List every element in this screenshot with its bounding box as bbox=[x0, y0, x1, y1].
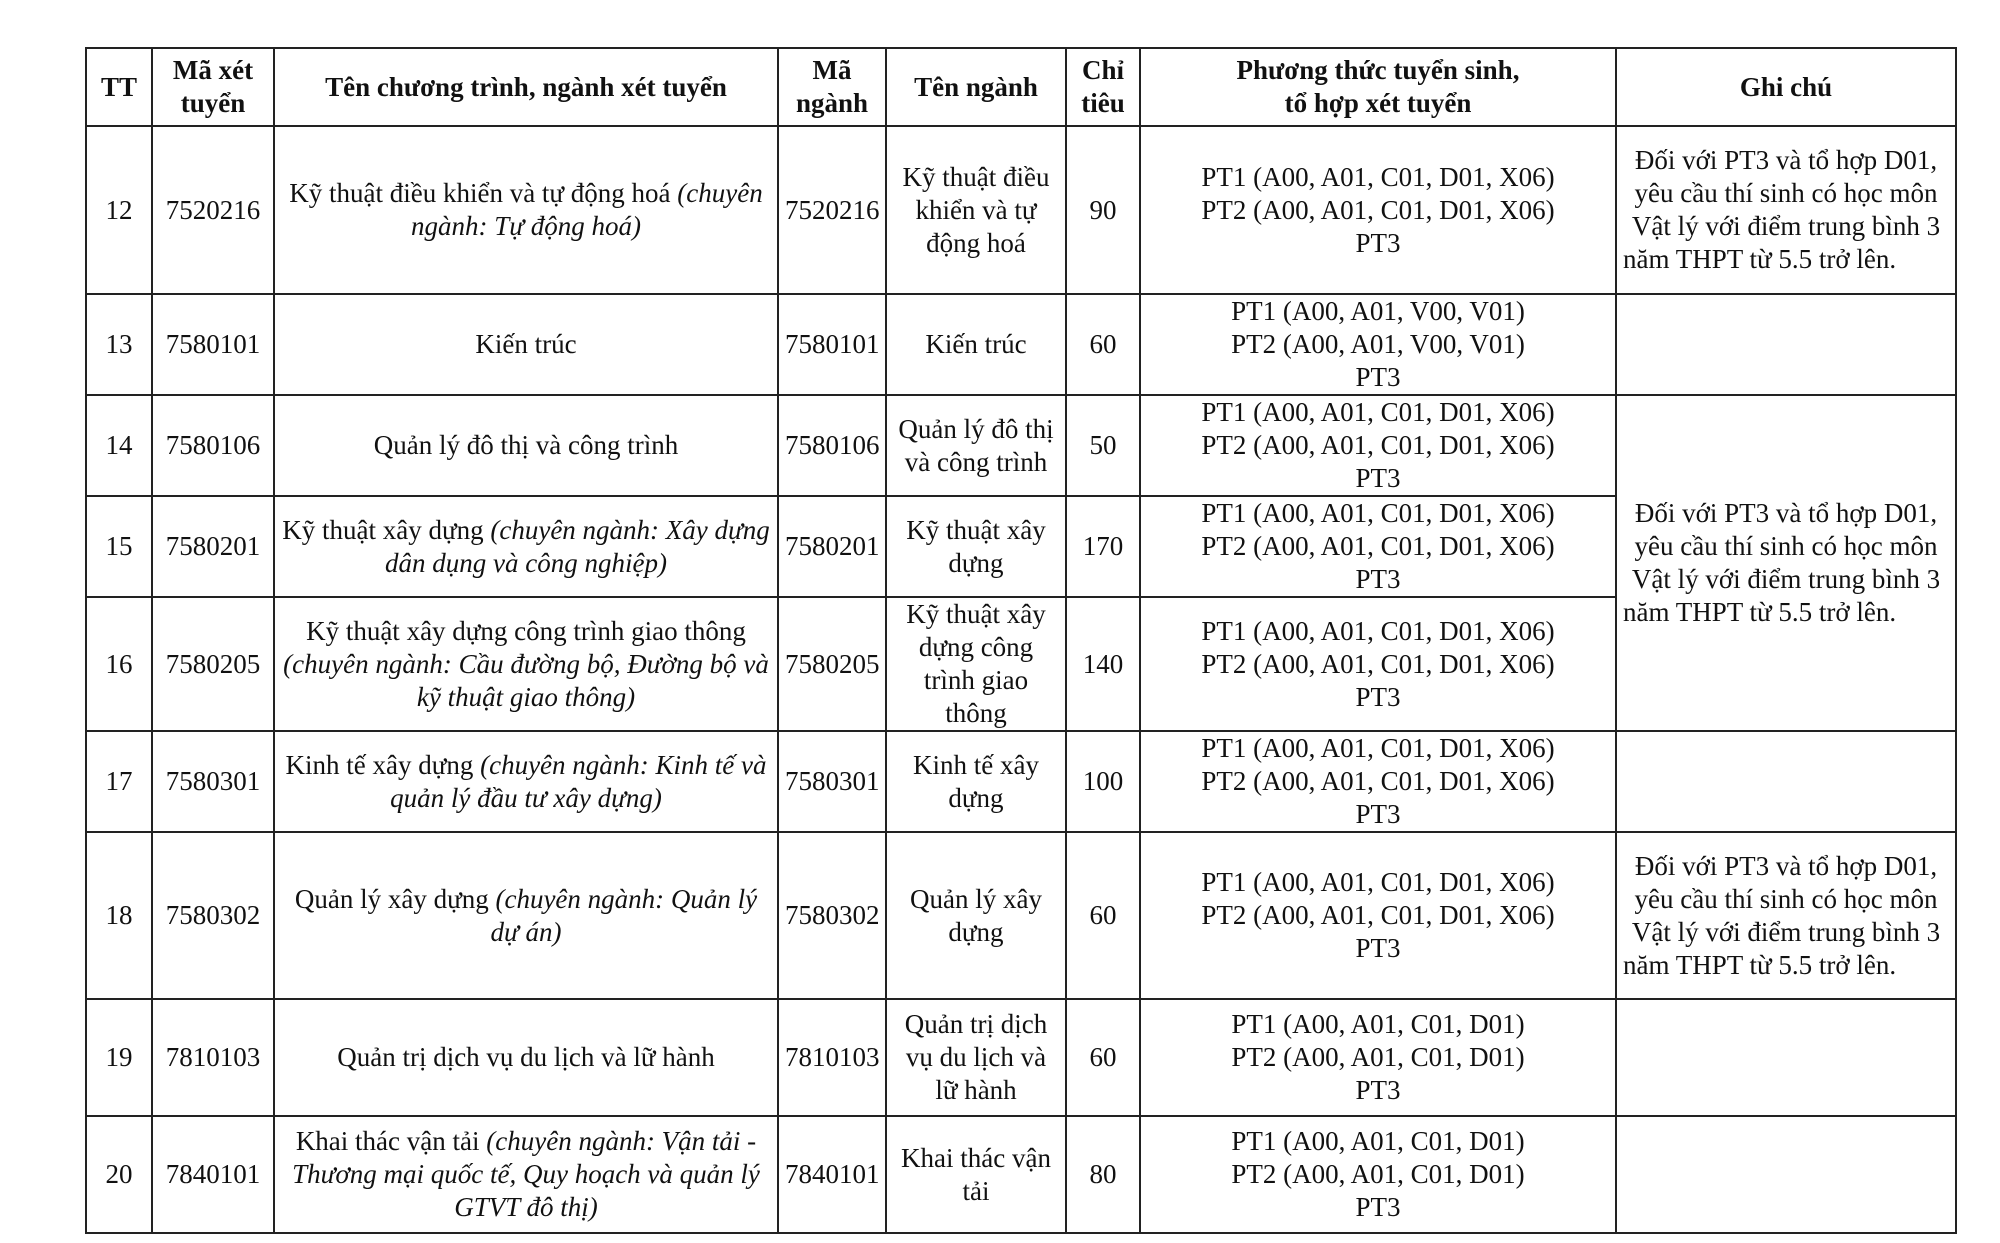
method-pt1: PT1 (A00, A01, C01, D01, X06) bbox=[1201, 733, 1555, 763]
cell-phuong-thuc bbox=[1140, 126, 1616, 294]
cell-chi-tieu: 60 bbox=[1066, 832, 1140, 999]
cell-ghi-chu bbox=[1616, 731, 1956, 832]
method-pt1: PT1 (A00, A01, C01, D01) bbox=[1231, 1126, 1525, 1156]
cell-ma-xet-tuyen: 7580205 bbox=[152, 597, 274, 731]
method-pt1: PT1 (A00, A01, C01, D01, X06) bbox=[1201, 161, 1555, 192]
program-name: Quản lý đô thị và công trình bbox=[373, 430, 679, 460]
header-tt: TT bbox=[86, 48, 152, 126]
program-name: Khai thác vận tải bbox=[295, 1126, 480, 1156]
cell-ma-xet-tuyen: 7810103 bbox=[152, 999, 274, 1116]
header-ma-nganh: Mã ngành bbox=[778, 48, 886, 126]
cell-ten-nganh: Quản lý xây dựng bbox=[886, 832, 1066, 999]
table-row bbox=[86, 294, 1956, 395]
cell-ma-nganh: 7520216 bbox=[778, 126, 886, 294]
cell-ten-chuong-trinh bbox=[274, 294, 778, 395]
cell-ten-chuong-trinh bbox=[274, 731, 778, 832]
method-pt1: PT1 (A00, A01, C01, D01, X06) bbox=[1201, 397, 1555, 427]
cell-chi-tieu: 50 bbox=[1066, 395, 1140, 496]
method-pt1: PT1 (A00, A01, C01, D01, X06) bbox=[1201, 867, 1555, 897]
cell-ma-nganh: 7580302 bbox=[778, 832, 886, 999]
cell-ghi-chu: Đối với PT3 và tổ hợp D01, yêu cầu thí sinh có học môn Vật lý với điểm trung bình 3 năm THPT từ 5.5 trở lên. bbox=[1616, 832, 1956, 999]
cell-phuong-thuc bbox=[1140, 1116, 1616, 1233]
program-name: Kỹ thuật điều khiển và tự động hoá bbox=[289, 178, 671, 208]
method-pt3: PT3 bbox=[1355, 463, 1401, 493]
cell-ma-nganh: 7580301 bbox=[778, 731, 886, 832]
cell-tt: 13 bbox=[86, 294, 152, 395]
admission-table bbox=[85, 47, 1957, 1234]
cell-ghi-chu: Đối với PT3 và tổ hợp D01, yêu cầu thí sinh có học môn Vật lý với điểm trung bình 3 năm THPT từ 5.5 trở lên. bbox=[1616, 126, 1956, 294]
header-ghi-chu: Ghi chú bbox=[1616, 48, 1956, 126]
cell-chi-tieu: 100 bbox=[1066, 731, 1140, 832]
table-row bbox=[86, 395, 1956, 496]
table-row bbox=[86, 832, 1956, 999]
cell-ma-nganh: 7840101 bbox=[778, 1116, 886, 1233]
method-pt2: PT2 (A00, A01, C01, D01, X06) bbox=[1201, 766, 1555, 796]
cell-ma-nganh: 7810103 bbox=[778, 999, 886, 1116]
cell-chi-tieu: 60 bbox=[1066, 294, 1140, 395]
table-row bbox=[86, 999, 1956, 1116]
table-row bbox=[86, 731, 1956, 832]
cell-chi-tieu: 80 bbox=[1066, 1116, 1140, 1233]
cell-ma-xet-tuyen: 7580106 bbox=[152, 395, 274, 496]
cell-tt: 14 bbox=[86, 395, 152, 496]
method-pt1: PT1 (A00, A01, V00, V01) bbox=[1231, 296, 1525, 326]
cell-ma-nganh: 7580106 bbox=[778, 395, 886, 496]
header-phuong-thuc bbox=[1140, 48, 1616, 126]
method-pt2: PT2 (A00, A01, C01, D01, X06) bbox=[1201, 900, 1555, 930]
cell-chi-tieu: 140 bbox=[1066, 597, 1140, 731]
header-ma-xet-tuyen: Mã xét tuyển bbox=[152, 48, 274, 126]
cell-ma-nganh: 7580205 bbox=[778, 597, 886, 731]
method-pt1: PT1 (A00, A01, C01, D01, X06) bbox=[1201, 615, 1555, 646]
cell-phuong-thuc bbox=[1140, 597, 1616, 731]
method-pt2: PT2 (A00, A01, V00, V01) bbox=[1231, 329, 1525, 359]
cell-chi-tieu: 60 bbox=[1066, 999, 1140, 1116]
cell-ma-xet-tuyen: 7840101 bbox=[152, 1116, 274, 1233]
method-pt2: PT2 (A00, A01, C01, D01, X06) bbox=[1201, 648, 1555, 679]
program-name: Kiến trúc bbox=[475, 329, 577, 359]
cell-ten-chuong-trinh bbox=[274, 1116, 778, 1233]
method-pt3: PT3 bbox=[1355, 933, 1401, 963]
cell-ten-nganh: Kỹ thuật xây dựng công trình giao thông bbox=[886, 597, 1066, 731]
program-specialization: (chuyên ngành: Tự động hoá) bbox=[411, 178, 763, 241]
table-header bbox=[86, 48, 1956, 126]
method-pt2: PT2 (A00, A01, C01, D01, X06) bbox=[1201, 430, 1555, 460]
method-pt2: PT2 (A00, A01, C01, D01) bbox=[1231, 1159, 1525, 1189]
cell-phuong-thuc bbox=[1140, 999, 1616, 1116]
cell-tt: 16 bbox=[86, 597, 152, 731]
header-row bbox=[86, 48, 1956, 126]
cell-phuong-thuc bbox=[1140, 731, 1616, 832]
cell-ten-chuong-trinh bbox=[274, 999, 778, 1116]
cell-ten-chuong-trinh bbox=[274, 126, 778, 294]
method-pt3: PT3 bbox=[1355, 362, 1401, 392]
method-pt2: PT2 (A00, A01, C01, D01, X06) bbox=[1201, 531, 1555, 561]
header-ten-nganh: Tên ngành bbox=[886, 48, 1066, 126]
program-specialization: (chuyên ngành: Cầu đường bộ, Đường bộ và kỹ thuật giao thông) bbox=[283, 648, 769, 712]
cell-ma-xet-tuyen: 7580302 bbox=[152, 832, 274, 999]
cell-chi-tieu: 170 bbox=[1066, 496, 1140, 597]
method-pt3: PT3 bbox=[1355, 1075, 1401, 1105]
cell-ten-chuong-trinh bbox=[274, 597, 778, 731]
cell-ten-nganh: Kiến trúc bbox=[886, 294, 1066, 395]
cell-ma-nganh: 7580101 bbox=[778, 294, 886, 395]
program-specialization: (chuyên ngành: Vận tải - Thương mại quốc tế, Quy hoạch và quản lý GTVT đô thị) bbox=[292, 1126, 760, 1222]
program-specialization: (chuyên ngành: Kinh tế và quản lý đầu tư xây dựng) bbox=[390, 749, 767, 813]
method-pt1: PT1 (A00, A01, C01, D01, X06) bbox=[1201, 498, 1555, 528]
cell-ghi-chu bbox=[1616, 1116, 1956, 1233]
program-name: Kỹ thuật xây dựng bbox=[282, 514, 484, 545]
table-row bbox=[86, 1116, 1956, 1233]
header-phuong-thuc-line1: Phương thức tuyển sinh, bbox=[1236, 55, 1520, 85]
cell-ma-nganh: 7580201 bbox=[778, 496, 886, 597]
cell-ten-nganh: Kỹ thuật điều khiển và tự động hoá bbox=[886, 126, 1066, 294]
cell-ten-nganh: Kỹ thuật xây dựng bbox=[886, 496, 1066, 597]
header-ten-chuong-trinh: Tên chương trình, ngành xét tuyển bbox=[274, 48, 778, 126]
cell-tt: 15 bbox=[86, 496, 152, 597]
method-pt2: PT2 (A00, A01, C01, D01, X06) bbox=[1201, 194, 1555, 225]
method-pt1: PT1 (A00, A01, C01, D01) bbox=[1231, 1009, 1525, 1039]
cell-ten-chuong-trinh bbox=[274, 832, 778, 999]
cell-ma-xet-tuyen: 7580201 bbox=[152, 496, 274, 597]
method-pt3: PT3 bbox=[1355, 799, 1401, 829]
program-name: Kỹ thuật xây dựng công trình giao thông bbox=[306, 615, 746, 646]
program-specialization: (chuyên ngành: Quản lý dự án) bbox=[490, 883, 758, 947]
cell-tt: 19 bbox=[86, 999, 152, 1116]
table-row bbox=[86, 126, 1956, 294]
cell-ghi-chu: Đối với PT3 và tổ hợp D01, yêu cầu thí sinh có học môn Vật lý với điểm trung bình 3 năm THPT từ 5.5 trở lên. bbox=[1616, 395, 1956, 731]
header-chi-tieu: Chỉ tiêu bbox=[1066, 48, 1140, 126]
method-pt3: PT3 bbox=[1355, 227, 1401, 258]
cell-ten-chuong-trinh bbox=[274, 395, 778, 496]
cell-ten-nganh: Quản trị dịch vụ du lịch và lữ hành bbox=[886, 999, 1066, 1116]
cell-ten-nganh: Quản lý đô thị và công trình bbox=[886, 395, 1066, 496]
header-phuong-thuc-line2: tổ hợp xét tuyển bbox=[1284, 88, 1472, 118]
method-pt3: PT3 bbox=[1355, 681, 1401, 712]
program-name: Quản trị dịch vụ du lịch và lữ hành bbox=[337, 1042, 715, 1072]
cell-tt: 17 bbox=[86, 731, 152, 832]
cell-phuong-thuc bbox=[1140, 294, 1616, 395]
cell-ma-xet-tuyen: 7520216 bbox=[152, 126, 274, 294]
cell-ma-xet-tuyen: 7580101 bbox=[152, 294, 274, 395]
method-pt2: PT2 (A00, A01, C01, D01) bbox=[1231, 1042, 1525, 1072]
cell-phuong-thuc bbox=[1140, 395, 1616, 496]
cell-ghi-chu bbox=[1616, 294, 1956, 395]
method-pt3: PT3 bbox=[1355, 564, 1401, 594]
cell-ten-nganh: Kinh tế xây dựng bbox=[886, 731, 1066, 832]
cell-tt: 18 bbox=[86, 832, 152, 999]
program-name: Quản lý xây dựng bbox=[294, 883, 489, 914]
cell-phuong-thuc bbox=[1140, 496, 1616, 597]
cell-phuong-thuc bbox=[1140, 832, 1616, 999]
cell-tt: 20 bbox=[86, 1116, 152, 1233]
cell-ten-chuong-trinh bbox=[274, 496, 778, 597]
program-specialization: (chuyên ngành: Xây dựng dân dụng và công nghiệp) bbox=[385, 514, 770, 578]
method-pt3: PT3 bbox=[1355, 1192, 1401, 1222]
cell-ghi-chu bbox=[1616, 999, 1956, 1116]
program-name: Kinh tế xây dựng bbox=[285, 749, 474, 780]
table-body bbox=[86, 126, 1956, 1233]
cell-ten-nganh: Khai thác vận tải bbox=[886, 1116, 1066, 1233]
cell-chi-tieu: 90 bbox=[1066, 126, 1140, 294]
cell-ma-xet-tuyen: 7580301 bbox=[152, 731, 274, 832]
cell-tt: 12 bbox=[86, 126, 152, 294]
